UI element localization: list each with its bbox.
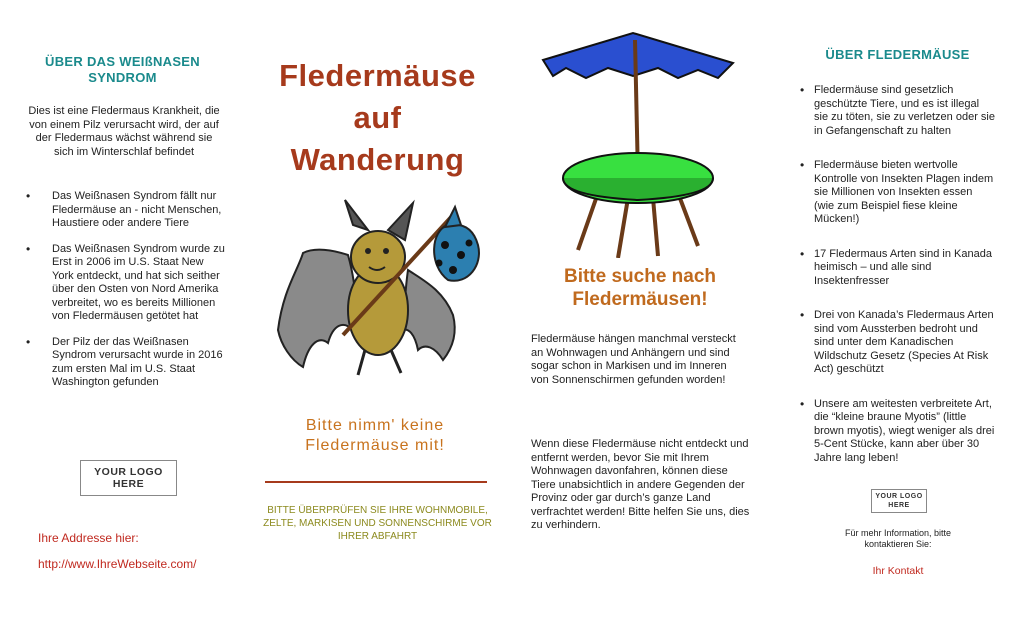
spread-text: Wenn diese Fledermäuse nicht entdeckt und entfernt werden, bevor Sie mit Ihrem Wohnwagen davonfahren, können diese Tiere unabsichtlich in andere Gegenden der Provinz oder gar durch’s ganze Land verfrachtet werden! Bitte helfen Sie uns, dies zu verhindern.: [531, 438, 750, 531]
list-item: • Fledermäuse sind gesetzlich geschützte Tiere, und es ist illegal sie zu töten, sie zu verletzen oder sie in Gefangenschaft zu halten: [800, 84, 995, 138]
list-item: • Unsere am weitesten verbreitete Art, die “kleine braune Myotis” (little brown myotis), wiegt weniger als drei 5-Cent Stücke, kann aber über 30 Jahre lang leben!: [800, 398, 995, 466]
title-line: Wanderung: [290, 142, 465, 177]
search-subtitle: Bitte suche nach Fledermäusen!: [563, 266, 717, 310]
umbrella-table-illustration: [538, 28, 738, 258]
hiding-text: Fledermäuse hängen manchmal versteckt an Wohnwagen und Anhängern und sind sogar schon in Markisen und im Inneren von Sonnenschirmen gefunden worden!: [531, 333, 736, 386]
list-item: • Fledermäuse bieten wertvolle Kontrolle von Insekten Plagen indem sie Millionen von Insekten essen (wie zum Beispiel fiese kleine Mücken!): [800, 159, 995, 227]
check-notice: BITTE ÜBERPRÜFEN SIE IHRE WOHNMOBILE, ZELTE, MARKISEN UND SONNENSCHIRME VOR IHRER ABFAHRT: [263, 505, 492, 542]
dont-line: Fledermäuse mit!: [305, 437, 445, 454]
list-item: • Das Weißnasen Syndrom wurde zu Erst in 2006 im U.S. Staat New York entdeckt, und hat sich seither über den Osten von Nord Amerika verbreitet, wo es bereits Millionen von Fledermäusen getötet hat: [22, 243, 227, 324]
address-label: Ihre Addresse hier:: [38, 531, 139, 545]
panel-search-bats: [510, 0, 770, 622]
divider: [265, 481, 487, 483]
heading-white-nose: ÜBER DAS WEIßNASEN SYNDROM: [45, 54, 200, 85]
bat-with-bindle-illustration: [273, 195, 488, 380]
panel-white-nose-syndrome: [0, 0, 245, 622]
list-item: • Der Pilz der das Weißnasen Syndrom verursacht wurde in 2016 zum ersten Mal im U.S. Staat Washington gefunden: [22, 336, 227, 390]
logo-placeholder: YOUR LOGO HERE: [871, 489, 927, 513]
wns-bullet-list: [22, 190, 227, 402]
dont-take-bats: [245, 416, 505, 456]
logo-placeholder: YOUR LOGO HERE: [80, 460, 177, 496]
panel-cover: [245, 0, 510, 622]
page-title: [245, 55, 510, 181]
contact-link[interactable]: Ihr Kontakt: [872, 565, 924, 577]
heading-about-bats: ÜBER FLEDERMÄUSE: [825, 47, 970, 62]
list-item: • Drei von Kanada’s Fledermaus Arten sind vom Aussterben bedroht und sind unter dem Kanadischen Wildschutz Gesetz (Species At Risk Act) geschützt: [800, 309, 995, 377]
title-line: Fledermäuse: [279, 58, 476, 93]
title-line: auf: [353, 100, 402, 135]
info-text: Für mehr Information, bitte kontaktieren Sie:: [844, 528, 952, 549]
bat-facts-list: [800, 84, 995, 486]
list-item: • 17 Fledermaus Arten sind in Kanada heimisch – und alle sind Insektenfresser: [800, 248, 995, 289]
intro-text: Dies ist eine Fledermaus Krankheit, die von einem Pilz verursacht wird, der auf der Fledermaus wächst während sie sich im Winterschlaf befindet: [28, 105, 220, 158]
dont-line: Bitte nimm' keine: [305, 417, 445, 434]
list-item: • Das Weißnasen Syndrom fällt nur Fledermäuse an - nicht Menschen, Haustiere oder andere Tiere: [22, 190, 227, 231]
panel-about-bats: [770, 0, 1024, 622]
website-link[interactable]: http://www.IhreWebseite.com/: [38, 557, 197, 571]
